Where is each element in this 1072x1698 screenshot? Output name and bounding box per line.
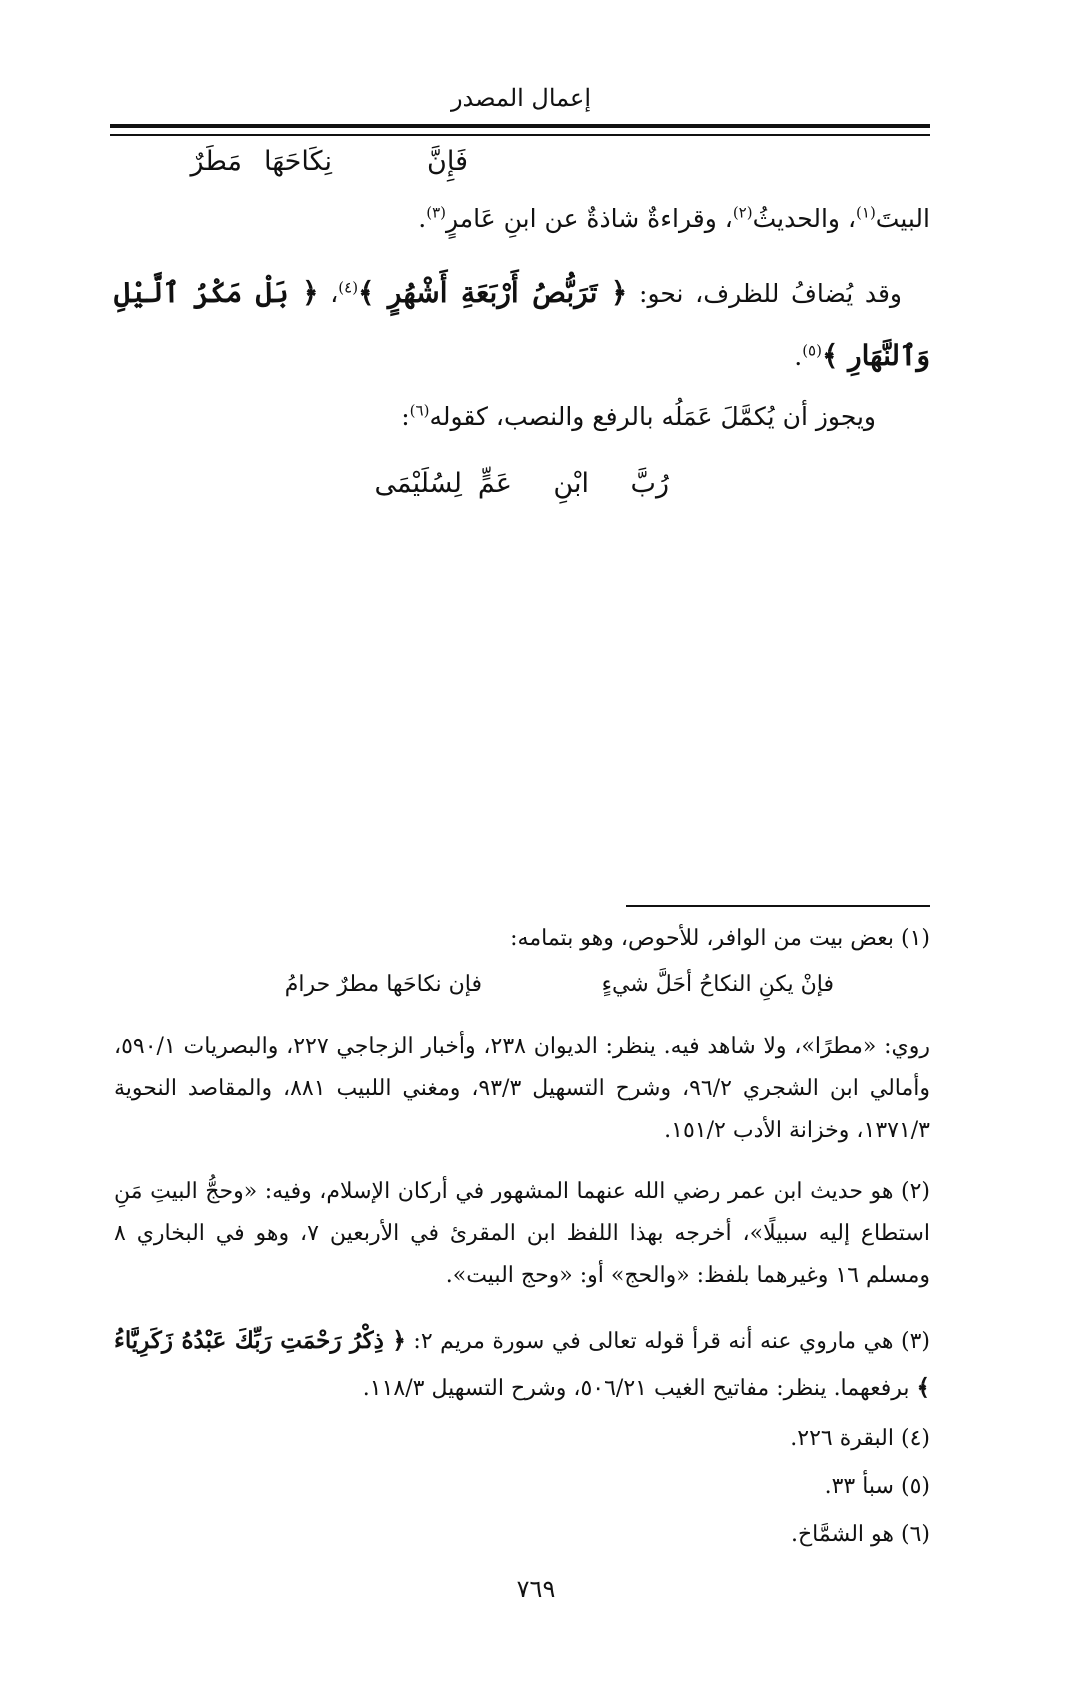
footnote-ref-1[interactable]: (١) bbox=[856, 203, 876, 222]
poem2-word-3: عَمٍّ bbox=[477, 468, 512, 499]
poem2-word-4: لِسُلَيْمَى bbox=[374, 468, 462, 499]
quran-quote-1: ﴿ تَرَبُّصُ أَرْبَعَةِ أَشْهُرٍ ﴾ bbox=[358, 276, 628, 309]
footnote-ref-2[interactable]: (٢) bbox=[732, 203, 753, 222]
paragraph-3 bbox=[114, 402, 930, 431]
footnote-1-intro: (١) بعض بيت من الوافر، للأحوص، وهو بتمامه: bbox=[510, 926, 930, 951]
para1-text-4: . bbox=[418, 204, 427, 233]
page-number: ٧٦٩ bbox=[516, 1575, 556, 1603]
quran-quote-2a: ﴿ بَلْ مَكْرُ ٱلَّيْلِ bbox=[114, 276, 319, 309]
running-header: إعمال المصدر bbox=[450, 84, 592, 112]
footnote-3-text-2: برفعهما. ينظر: مفاتيح الغيب ٥٠٦/٢١، وشرح التسهيل ١١٨/٣. bbox=[362, 1376, 917, 1401]
footnote-3-quran: ﴿ ذِكْرُ رَحْمَتِ رَبِّكَ عَبْدُهُ زَكَرِيَّاءُ ﴾ bbox=[114, 1327, 930, 1401]
para2-text-2: ، bbox=[318, 279, 339, 308]
para3-text: ويجوز أن يُكمَّلَ عَمَلُه بالرفع والنصب، كقوله bbox=[429, 402, 876, 431]
poem1-word-2: نِكَاحَهَا bbox=[263, 146, 332, 177]
footnote-2: (٢) هو حديث ابن عمر رضي الله عنهما المشهور في أركان الإسلام، وفيه: «وحجُّ البيتِ مَنِ استطاع إليه سبيلًا»، أخرجه بهذا اللفظ ابن المقرئ في الأربعين ٧، وهو في البخاري ٨ ومسلم ١٦ وغيرهما بلفظ: «والحج» أو: «وحج البيت». bbox=[114, 1179, 930, 1288]
poem1-word-1: فَإِنَّ bbox=[427, 146, 468, 177]
footnote-separator bbox=[626, 905, 930, 907]
paragraph-1 bbox=[114, 204, 930, 233]
para2-text-1: وقد يُضافُ للظرف، نحو: bbox=[627, 279, 902, 308]
footnote-1-text: روي: «مطرًا»، ولا شاهد فيه. ينظر: الديوان ٢٣٨، وأخبار الزجاجي ٢٢٧، والبصريات ٥٩٠/١، وأمالي ابن الشجري ٩٦/٢، وشرح التسهيل ٩٣/٣، ومغني اللبيب ٨٨١، والمقاصد النحوية ١٣٧١/٣، وخزانة الأدب ١٥١/٢. bbox=[114, 1034, 930, 1143]
paragraph-2 bbox=[114, 262, 930, 388]
footnote-ref-5[interactable]: (٥) bbox=[802, 341, 822, 360]
para3-colon: : bbox=[401, 402, 410, 431]
footnote-3 bbox=[114, 1318, 930, 1412]
footnote-5: (٥) سبأ ٣٣. bbox=[824, 1474, 930, 1499]
poem2-word-2: ابْنِ bbox=[553, 468, 589, 499]
footnote-4: (٤) البقرة ٢٢٦. bbox=[790, 1426, 930, 1451]
footnote-ref-6[interactable]: (٦) bbox=[409, 401, 430, 420]
para1-text-3: ، وقراءةٌ شاذةٌ عن ابنِ عَامرٍ bbox=[445, 204, 733, 233]
footnote-ref-3[interactable]: (٣) bbox=[426, 203, 446, 222]
header-rule-thin bbox=[110, 134, 930, 136]
footnote-3-text-1: (٣) هي ماروي عنه أنه قرأ قوله تعالى في سورة مريم ٢: bbox=[405, 1329, 930, 1354]
para1-text-2: ، والحديثُ bbox=[752, 204, 857, 233]
header-rule-thick bbox=[110, 124, 930, 128]
footnote-1-verse-right: فإنْ يكنِ النكاحُ أحَلَّ شيءٍ bbox=[601, 972, 834, 997]
para1-text-1: البيتَ bbox=[875, 204, 930, 233]
footnote-1-verse-left: فإن نكاحَها مطرٌ حرامُ bbox=[284, 972, 482, 997]
quran-quote-2b: وَٱلنَّهَارِ ﴾ bbox=[821, 339, 930, 372]
footnote-ref-4[interactable]: (٤) bbox=[338, 278, 359, 297]
para2-text-3: . bbox=[794, 342, 803, 371]
poem1-word-3: مَطَرٌ bbox=[190, 146, 242, 177]
poem2-word-1: رُبَّ bbox=[630, 468, 669, 499]
footnote-6: (٦) هو الشمَّاخ. bbox=[790, 1522, 930, 1547]
